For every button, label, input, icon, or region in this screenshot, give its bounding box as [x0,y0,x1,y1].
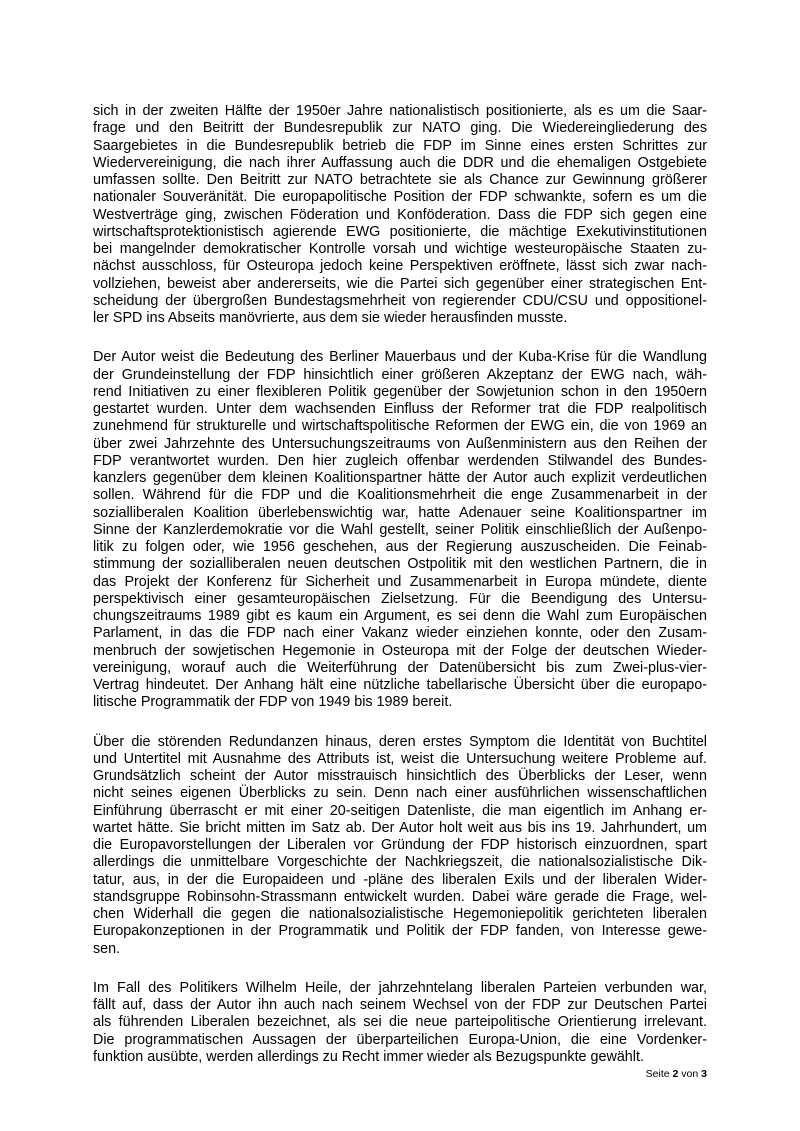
text-line: nationaler Souveränität. Die europapolitische Position der FDP schwankte, sofern es um die [93,189,707,206]
text-line: wartet hätte. Sie bricht mitten im Satz ab. Der Autor holt weit aus bis ins 19. Jahrhundert, um [93,819,707,836]
page-of-label: von [681,1068,699,1080]
text-line: vollziehen, beweist aber andererseits, wie die Partei sich gegenüber einer strategischen Ent- [93,275,707,292]
text-line: chen Widerhall die gegen die nationalsozialistische Hegemoniepolitik gerichteten liberalen [93,906,707,922]
text-line: Europakonzeptionen in der Programmatik und Politik der FDP fanden, von Interesse gewe- [93,923,707,940]
page-label: Seite [645,1068,670,1080]
text-line: und Untertitel mit Ausnahme des Attributs ist, weist die Untersuchung weitere Probleme auf. [93,750,707,767]
text-line: fällt auf, dass der Autor ihn auch nach seinem Wechsel von der FDP zur Deutschen Partei [93,997,707,1013]
text-line: Der Autor weist die Bedeutung des Berliner Mauerbaus und der Kuba-Krise für die Wandlung [93,349,707,366]
text-line: wirtschaftsprotektionistisch agierende EWG positionierte, die mächtige Exekutivinstitutionen [93,223,707,240]
text-line: tatur, aus, in der die Europaideen und -pläne des liberalen Exils und der liberalen Wider- [93,871,707,888]
text-line: bei mangelnder demokratischer Kontrolle vorsah und wichtige westeuropäische Staaten zu- [93,241,707,257]
body-paragraph [93,349,707,711]
text-line: Westverträge ging, zwischen Föderation und Konföderation. Dass die FDP sich gegen eine [93,206,707,223]
text-line: Sinne der Kanzlerdemokratie vor die Wahl gestellt, seiner Politik einschließlich der Außenpo- [93,521,707,538]
text-line: funktion ausübte, werden allerdings zu Recht immer wieder als Bezugspunkte gewählt. [93,1048,644,1065]
text-line: allerdings die unmittelbare Vorgeschichte der Nachkriegszeit, die nationalsozialistische Dik- [93,854,707,871]
text-line: Vertrag hindeutet. Der Anhang hält eine nützliche tabellarische Übersicht über die europapo- [93,677,707,693]
text-line: Parlament, in das die FDP nach einer Vakanz wieder einziehen konnte, oder den Zusam- [93,625,707,642]
body-paragraph [93,734,707,958]
text-line: ler SPD ins Abseits manövrierte, aus dem sie wieder herausfinden musste. [93,310,568,326]
text-line: rend Initiativen zu einer flexibleren Politik gegenüber der Sowjetunion schon in den 1950ern [93,383,707,400]
text-line: stimmung der sozialliberalen neuen deutschen Ostpolitik mit den westlichen Partnern, die in [93,556,707,573]
text-line: umfassen sollte. Den Beitritt zur NATO betrachtete sie als Chance zur Gewinnung größerer [93,172,707,188]
text-line: gestartet wurden. Unter dem wachsenden Einfluss der Reformer trat die FDP realpolitisch [93,401,707,417]
text-line: Saargebietes in die Bundesrepublik betrieb die FDP im Sinne eines ersten Schrittes zur [93,137,707,154]
body-paragraph [93,980,707,1066]
text-line: Einführung überrascht er mit einer 20-seitigen Datenliste, die man eigentlich im Anhang er- [93,802,707,819]
text-line: der Grundeinstellung der FDP hinsichtlich einer größeren Akzeptanz der EWG nach, wäh- [93,366,707,383]
text-line: sich in der zweiten Hälfte der 1950er Jahre nationalistisch positionierte, als es um die Saar- [93,103,707,119]
text-line: nicht seines eigenen Überblicks zu sein. Denn nach einer ausführlichen wissenschaftlichen [93,785,707,802]
current-page-number: 2 [672,1068,679,1080]
text-line: über zwei Jahrzehnte des Untersuchungszeitraums von Außenministern aus den Reihen der [93,435,707,452]
text-line: nächst ausschloss, für Osteuropa jedoch keine Perspektiven eröffnete, lässt sich zwar nach- [93,258,707,275]
text-line: frage und den Beitritt der Bundesrepublik zur NATO ging. Die Wiedereingliederung des [93,120,707,137]
text-line: vereinigung, worauf auch die Weiterführung der Datenübersicht bis zum Zwei-plus-vier- [93,659,707,676]
text-line: die Europavorstellungen der Liberalen vor Gründung der FDP historisch einzuordnen, spart [93,837,707,853]
text-line: chungszeitraums 1989 gibt es kaum ein Argument, es sei denn die Wahl zum Europäischen [93,608,707,624]
text-line: Grundsätzlich scheint der Autor misstrauisch hinsichtlich des Überblicks der Leser, wenn [93,768,707,784]
text-line: scheidung der übergroßen Bundestagsmehrheit von regierender CDU/CSU und oppositionel- [93,292,707,309]
text-line: FDP verantwortet wurden. Den hier zugleich offenbar werdenden Stilwandel des Bundes- [93,452,707,469]
text-line: zunehmend für strukturelle und wirtschaftspolitische Reformen der EWG ein, die von 1969 an [93,418,707,435]
text-line: Die programmatischen Aussagen der überparteilichen Europa-Union, die eine Vordenker- [93,1031,707,1048]
page-footer [646,1068,707,1080]
text-line: das Projekt der Konferenz für Sicherheit und Zusammenarbeit in Europa mündete, diente [93,573,707,590]
total-page-count: 3 [701,1068,707,1080]
text-line: Über die störenden Redundanzen hinaus, deren erstes Symptom die Identität von Buchtitel [93,733,707,750]
text-line: Im Fall des Politikers Wilhelm Heile, der jahrzehntelang liberalen Parteien verbunden war, [93,979,707,996]
text-line: menbruch der sowjetischen Hegemonie in Osteuropa mit der Folge der deutschen Wieder- [93,642,707,659]
document-body [93,103,707,1088]
text-line: sollen. Während für die FDP und die Koalitionsmehrheit die enge Zusammenarbeit in der [93,487,707,504]
text-line: litische Programmatik der FDP von 1949 bis 1989 bereit. [93,694,453,711]
text-line: als führenden Liberalen bezeichnet, als sei die neue parteipolitische Orientierung irrelevant. [93,1014,707,1031]
text-line: litik zu folgen oder, wie 1956 geschehen, aus der Regierung auszuscheiden. Die Feinab- [93,539,707,555]
text-line: standsgruppe Robinsohn-Strassmann entwickelt wurden. Dabei wäre gerade die Frage, wel- [93,888,707,905]
text-line: Wiedervereinigung, die nach ihrer Auffassung auch die DDR und die ehemaligen Ostgebiete [93,154,707,171]
text-line: sen. [93,940,121,957]
text-line: kanzlers gegenüber dem kleinen Koalitionspartner hätte der Autor auch explizit verdeutlichen [93,470,707,486]
body-paragraph [93,103,707,327]
text-line: sozialliberalen Koalition überlebenswichtig war, hatte Adenauer seine Koalitionspartner im [93,504,707,521]
text-line: perspektivisch einer gesamteuropäischen Zielsetzung. Für die Beendigung des Untersu- [93,590,707,607]
